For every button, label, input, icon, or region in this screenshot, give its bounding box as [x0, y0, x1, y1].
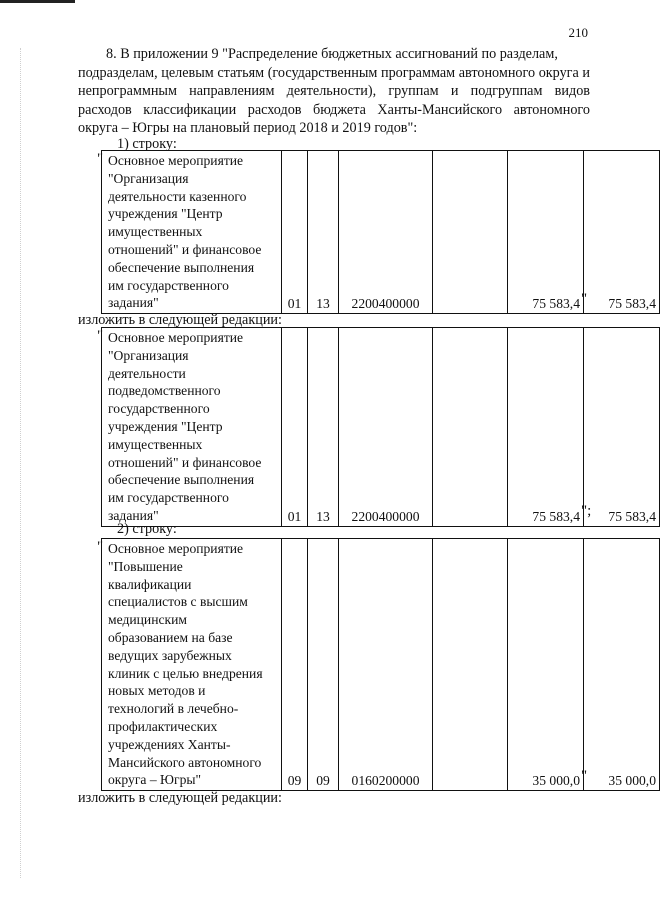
table3-pr: 09 [308, 539, 339, 791]
open-quote-2: " [97, 328, 104, 344]
close-quote-1: " [581, 291, 588, 307]
close-quote-2: "; [581, 503, 592, 519]
label-item-2: 2) строку: [117, 521, 177, 537]
close-quote-3: " [581, 768, 588, 784]
table3-vr [433, 539, 508, 791]
label-replace-1: изложить в следующей редакции: [78, 312, 282, 328]
label-item-1: 1) строку: [117, 136, 177, 152]
table3-description: Основное мероприятие "Повышение квалификации специалистов с высшим медицинским образованием на базе ведущих зарубежных клиник с целью внедрения новых методов и технологий в лечебно- профилактических учреждениях Ханты- Мансийского автономного округа – Югры" [102, 539, 282, 791]
table1-2018: 75 583,4 [508, 151, 584, 314]
label-replace-2: изложить в следующей редакции: [78, 790, 282, 806]
table3-2018: 35 000,0 [508, 539, 584, 791]
table2-2019: 75 583,4 [584, 328, 660, 527]
open-quote-3: " [97, 539, 104, 555]
page-number: 210 [568, 25, 588, 40]
intro-first-line: 8. В приложении 9 "Распределение бюджетных ассигнований по разделам, [106, 46, 558, 62]
top-rule [0, 0, 75, 3]
table1-vr [433, 151, 508, 314]
table-row-1-original [101, 150, 660, 314]
intro-paragraph [78, 45, 590, 138]
table1-csr: 2200400000 [339, 151, 433, 314]
margin-dotted-line [20, 48, 22, 878]
table1-2019: 75 583,4 [584, 151, 660, 314]
open-quote-1: " [97, 151, 104, 167]
table3-rz: 09 [282, 539, 308, 791]
table2-csr: 2200400000 [339, 328, 433, 527]
intro-rest: подразделам, целевым статьям (государственным программам автономного округа и непрограммным направлениям деятельности), группам и подгруппам видов расходов классификации расходов бюджета Ханты-Мансийского автономного округа – Югры на плановый период 2018 и 2019 годов": [78, 64, 590, 137]
table1-description: Основное мероприятие "Организация деятельности казенного учреждения "Центр имущественных отношений" и финансовое обеспечение выполнения им государственного задания" [102, 151, 282, 314]
table2-description: Основное мероприятие "Организация деятельности подведомственного государственного учреждения "Центр имущественных отношений" и финансовое обеспечение выполнения им государственного задания" [102, 328, 282, 527]
table2-rz: 01 [282, 328, 308, 527]
table1-pr: 13 [308, 151, 339, 314]
table3-2019: 35 000,0 [584, 539, 660, 791]
table2-pr: 13 [308, 328, 339, 527]
table-row-1-new [101, 327, 660, 527]
table2-vr [433, 328, 508, 527]
table1-rz: 01 [282, 151, 308, 314]
table2-2018: 75 583,4 [508, 328, 584, 527]
table-row-2-original [101, 538, 660, 791]
table3-csr: 0160200000 [339, 539, 433, 791]
